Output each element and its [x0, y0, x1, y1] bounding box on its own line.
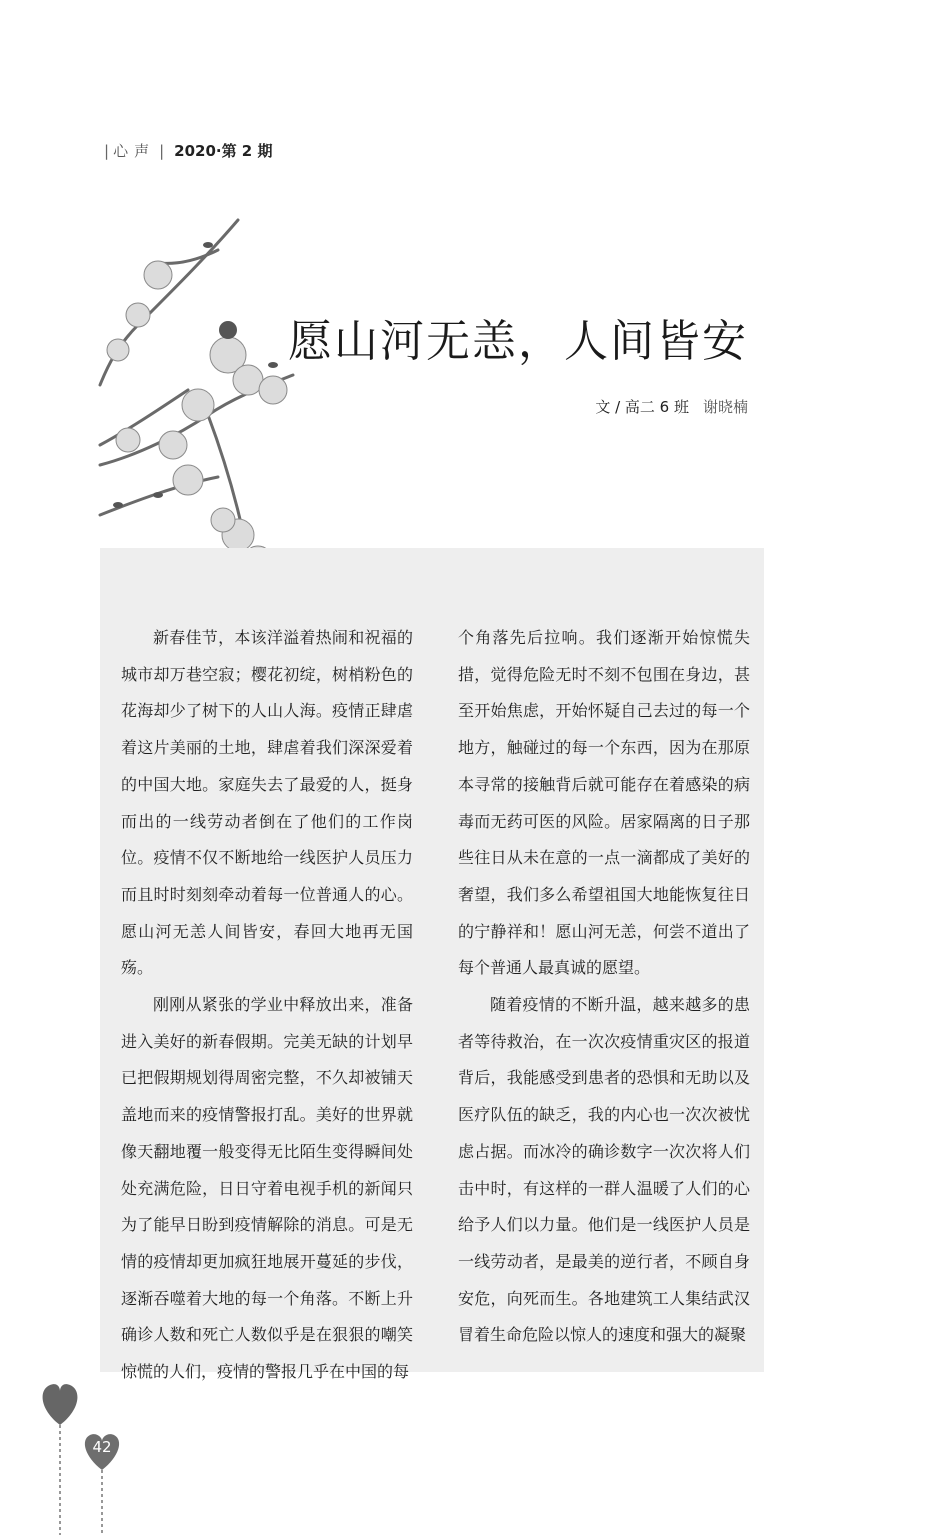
- page-number: 42: [92, 1438, 112, 1456]
- byline-class: 文 / 高二 6 班: [595, 398, 689, 416]
- paragraph: 随着疫情的不断升温，越来越多的患者等待救治，在一次次疫情重灾区的报道背后，我能感受到患者的恐惧和无助以及医疗队伍的缺乏，我的内心也一次次被忧虑占据。而冰冷的确诊数字一次次将人们击中时，有这样的一群人温暖了人们的心给予人们以力量。他们是一线医护人员是一线劳动者，是最美的逆行者，不顾自身安危，向死而生。各地建筑工人集结武汉冒着生命危险以惊人的速度和强大的凝聚: [458, 995, 750, 1345]
- header-divider: |: [159, 142, 165, 160]
- issue-label: 2020·第 2 期: [174, 142, 273, 160]
- paragraph: 个角落先后拉响。我们逐渐开始惊慌失措，觉得危险无时不刻不包围在身边，甚至开始焦虑，开始怀疑自己去过的每一个地方，触碰过的每一个东西，因为在那原本寻常的接触背后就可能存在着感染的病毒而无药可医的风险。居家隔离的日子那些往日从未在意的一点一滴都成了美好的奢望，我们多么希望祖国大地能恢复往日的宁静祥和！愿山河无恙，何尝不道出了每个普通人最真诚的愿望。: [458, 628, 750, 978]
- paragraph: 新春佳节，本该洋溢着热闹和祝福的城市却万巷空寂；樱花初绽，树梢粉色的花海却少了树下的人山人海。疫情正肆虐着这片美丽的土地，肆虐着我们深深爱着的中国大地。家庭失去了最爱的人，挺身而出的一线劳动者倒在了他们的工作岗位。疫情不仅不断地给一线医护人员压力而且时时刻刻牵动着每一位普通人的心。愿山河无恙人间皆安，春回大地再无国殇。: [121, 628, 413, 978]
- article-title: 愿山河无恙，人间皆安: [288, 316, 748, 367]
- column-name: 心声: [113, 142, 156, 160]
- right-column: [458, 620, 750, 1354]
- byline: [595, 396, 748, 417]
- left-column: [121, 620, 413, 1391]
- heart-icon: [43, 1384, 78, 1425]
- header-divider: |: [104, 142, 110, 160]
- running-header: [100, 140, 272, 161]
- paragraph: 刚刚从紧张的学业中释放出来，准备进入美好的新春假期。完美无缺的计划早已把假期规划得周密完整，不久却被铺天盖地而来的疫情警报打乱。美好的世界就像天翻地覆一般变得无比陌生变得瞬间处处充满危险，日日守着电视手机的新闻只为了能早日盼到疫情解除的消息。可是无情的疫情却更加疯狂地展开蔓延的步伐，逐渐吞噬着大地的每一个角落。不断上升确诊人数和死亡人数似乎是在狠狠的嘲笑惊慌的人们，疫情的警报几乎在中国的每: [121, 995, 413, 1382]
- author-name: 谢晓楠: [702, 398, 748, 416]
